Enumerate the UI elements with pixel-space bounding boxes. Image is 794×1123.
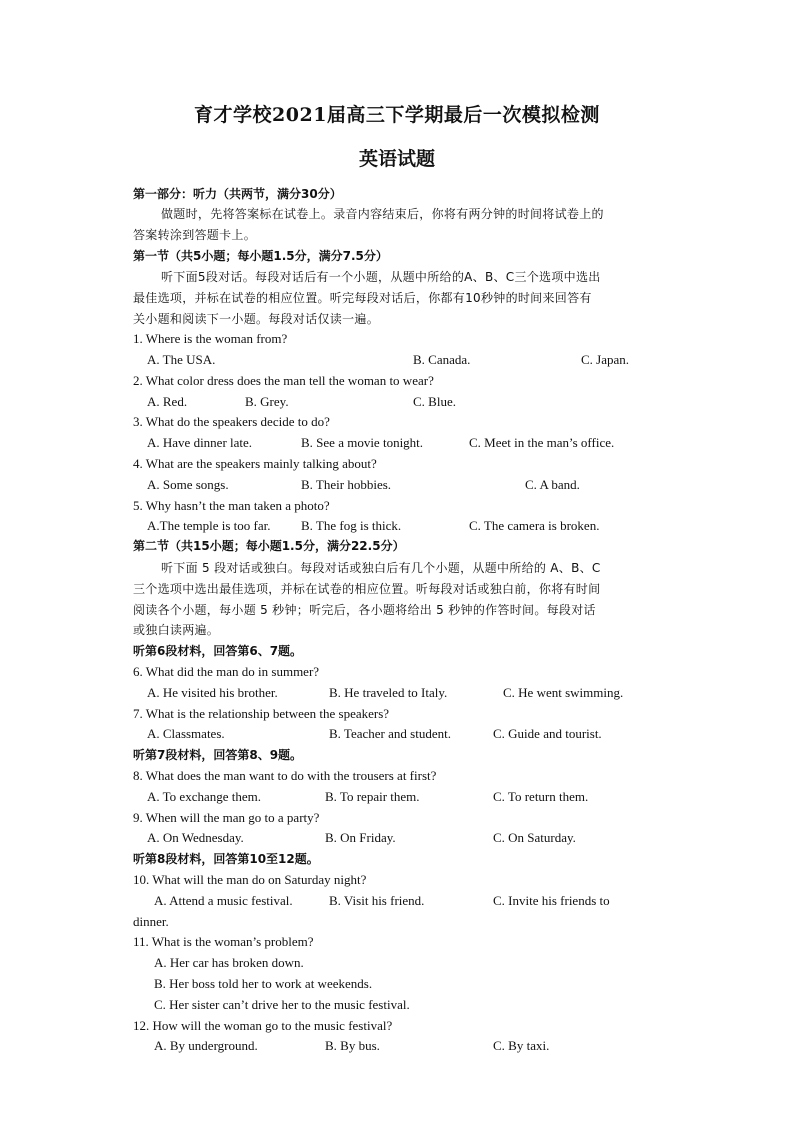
q5-option-a: A.The temple is too far.: [147, 518, 271, 533]
question-3: 3. What do the speakers decide to do?: [133, 414, 330, 429]
exam-title: 育才学校2021届高三下学期最后一次模拟检测: [194, 104, 600, 126]
section1-instructions-line1: 听下面5段对话。每段对话后有一个小题，从题中所给的A、B、C三个选项中选出: [161, 270, 601, 284]
q5-option-c: C. The camera is broken.: [469, 518, 600, 533]
q2-option-c: C. Blue.: [413, 394, 456, 409]
q3-option-b: B. See a movie tonight.: [301, 435, 424, 450]
section1-instructions-line3: 关小题和阅读下一小题。每段对话仅读一遍。: [133, 312, 380, 326]
q12-option-a: A. By underground.: [154, 1038, 258, 1053]
q6-option-a: A. He visited his brother.: [147, 685, 278, 700]
q1-option-c: C. Japan.: [581, 352, 630, 367]
q9-option-c: C. On Saturday.: [493, 830, 576, 845]
section2-instructions-line1: 听下面 5 段对话或独白。每段对话或独白后有几个小题，从题中所给的 A、B、C: [161, 561, 601, 575]
q10-option-c-continued: dinner.: [133, 914, 169, 929]
section1-instructions-line2: 最佳选项，并标在试卷的相应位置。听完每段对话后，你都有10秒钟的时间来回答有: [133, 291, 592, 305]
q4-option-a: A. Some songs.: [147, 477, 229, 492]
section2-instructions-line2: 三个选项中选出最佳选项，并标在试卷的相应位置。听每段对话或独白前，你将有时间: [133, 582, 601, 596]
q12-option-b: B. By bus.: [325, 1038, 380, 1053]
q6-option-b: B. He traveled to Italy.: [329, 685, 448, 700]
q11-option-a: A. Her car has broken down.: [154, 955, 304, 970]
q11-option-c: C. Her sister can’t drive her to the music festival.: [154, 997, 410, 1012]
part1-instructions-line2: 答案转涂到答题卡上。: [133, 228, 257, 242]
q10-option-a: A. Attend a music festival.: [154, 893, 293, 908]
q4-option-c: C. A band.: [525, 477, 580, 492]
q1-option-a: A. The USA.: [147, 352, 216, 367]
q2-option-a: A. Red.: [147, 394, 188, 409]
q7-option-b: B. Teacher and student.: [329, 726, 451, 741]
part1-instructions-line1: 做题时，先将答案标在试卷上。录音内容结束后，你将有两分钟的时间将试卷上的: [161, 207, 604, 221]
q2-option-b: B. Grey.: [245, 394, 289, 409]
section2-instructions-line3: 阅读各个小题，每小题 5 秒钟；听完后，各小题将给出 5 秒钟的作答时间。每段对话: [133, 603, 596, 617]
question-12: 12. How will the woman go to the music festival?: [133, 1018, 393, 1033]
q3-option-c: C. Meet in the man’s office.: [469, 435, 615, 450]
section2-instructions-line4: 或独白读两遍。: [133, 623, 220, 637]
question-5: 5. Why hasn’t the man taken a photo?: [133, 498, 330, 513]
material-6-heading: 听第6段材料，回答第6、7题。: [133, 644, 303, 658]
question-8: 8. What does the man want to do with the trousers at first?: [133, 768, 437, 783]
question-1: 1. Where is the woman from?: [133, 331, 288, 346]
q5-option-b: B. The fog is thick.: [301, 518, 402, 533]
question-11: 11. What is the woman’s problem?: [133, 934, 314, 949]
part1-heading: 第一部分：听力（共两节，满分30分）: [133, 187, 342, 201]
q9-option-a: A. On Wednesday.: [147, 830, 244, 845]
q10-option-b: B. Visit his friend.: [329, 893, 425, 908]
q8-option-a: A. To exchange them.: [147, 789, 262, 804]
question-9: 9. When will the man go to a party?: [133, 810, 320, 825]
question-2: 2. What color dress does the man tell the woman to wear?: [133, 373, 434, 388]
question-4: 4. What are the speakers mainly talking about?: [133, 456, 377, 471]
question-7: 7. What is the relationship between the speakers?: [133, 706, 390, 721]
section1-heading: 第一节（共5小题；每小题1.5分，满分7.5分）: [133, 249, 388, 263]
q11-option-b: B. Her boss told her to work at weekends.: [154, 976, 373, 991]
q7-option-a: A. Classmates.: [147, 726, 225, 741]
q8-option-b: B. To repair them.: [325, 789, 420, 804]
q1-option-b: B. Canada.: [413, 352, 471, 367]
exam-subtitle: 英语试题: [358, 148, 435, 170]
material-8-heading: 听第8段材料，回答第10至12题。: [133, 852, 319, 866]
section2-heading: 第二节（共15小题；每小题1.5分，满分22.5分）: [133, 539, 405, 553]
question-10: 10. What will the man do on Saturday night?: [133, 872, 367, 887]
q10-option-c: C. Invite his friends to: [493, 893, 610, 908]
material-7-heading: 听第7段材料，回答第8、9题。: [133, 748, 303, 762]
q9-option-b: B. On Friday.: [325, 830, 396, 845]
q7-option-c: C. Guide and tourist.: [493, 726, 602, 741]
q8-option-c: C. To return them.: [493, 789, 589, 804]
q3-option-a: A. Have dinner late.: [147, 435, 253, 450]
question-6: 6. What did the man do in summer?: [133, 664, 320, 679]
q6-option-c: C. He went swimming.: [503, 685, 624, 700]
q12-option-c: C. By taxi.: [493, 1038, 550, 1053]
q4-option-b: B. Their hobbies.: [301, 477, 392, 492]
